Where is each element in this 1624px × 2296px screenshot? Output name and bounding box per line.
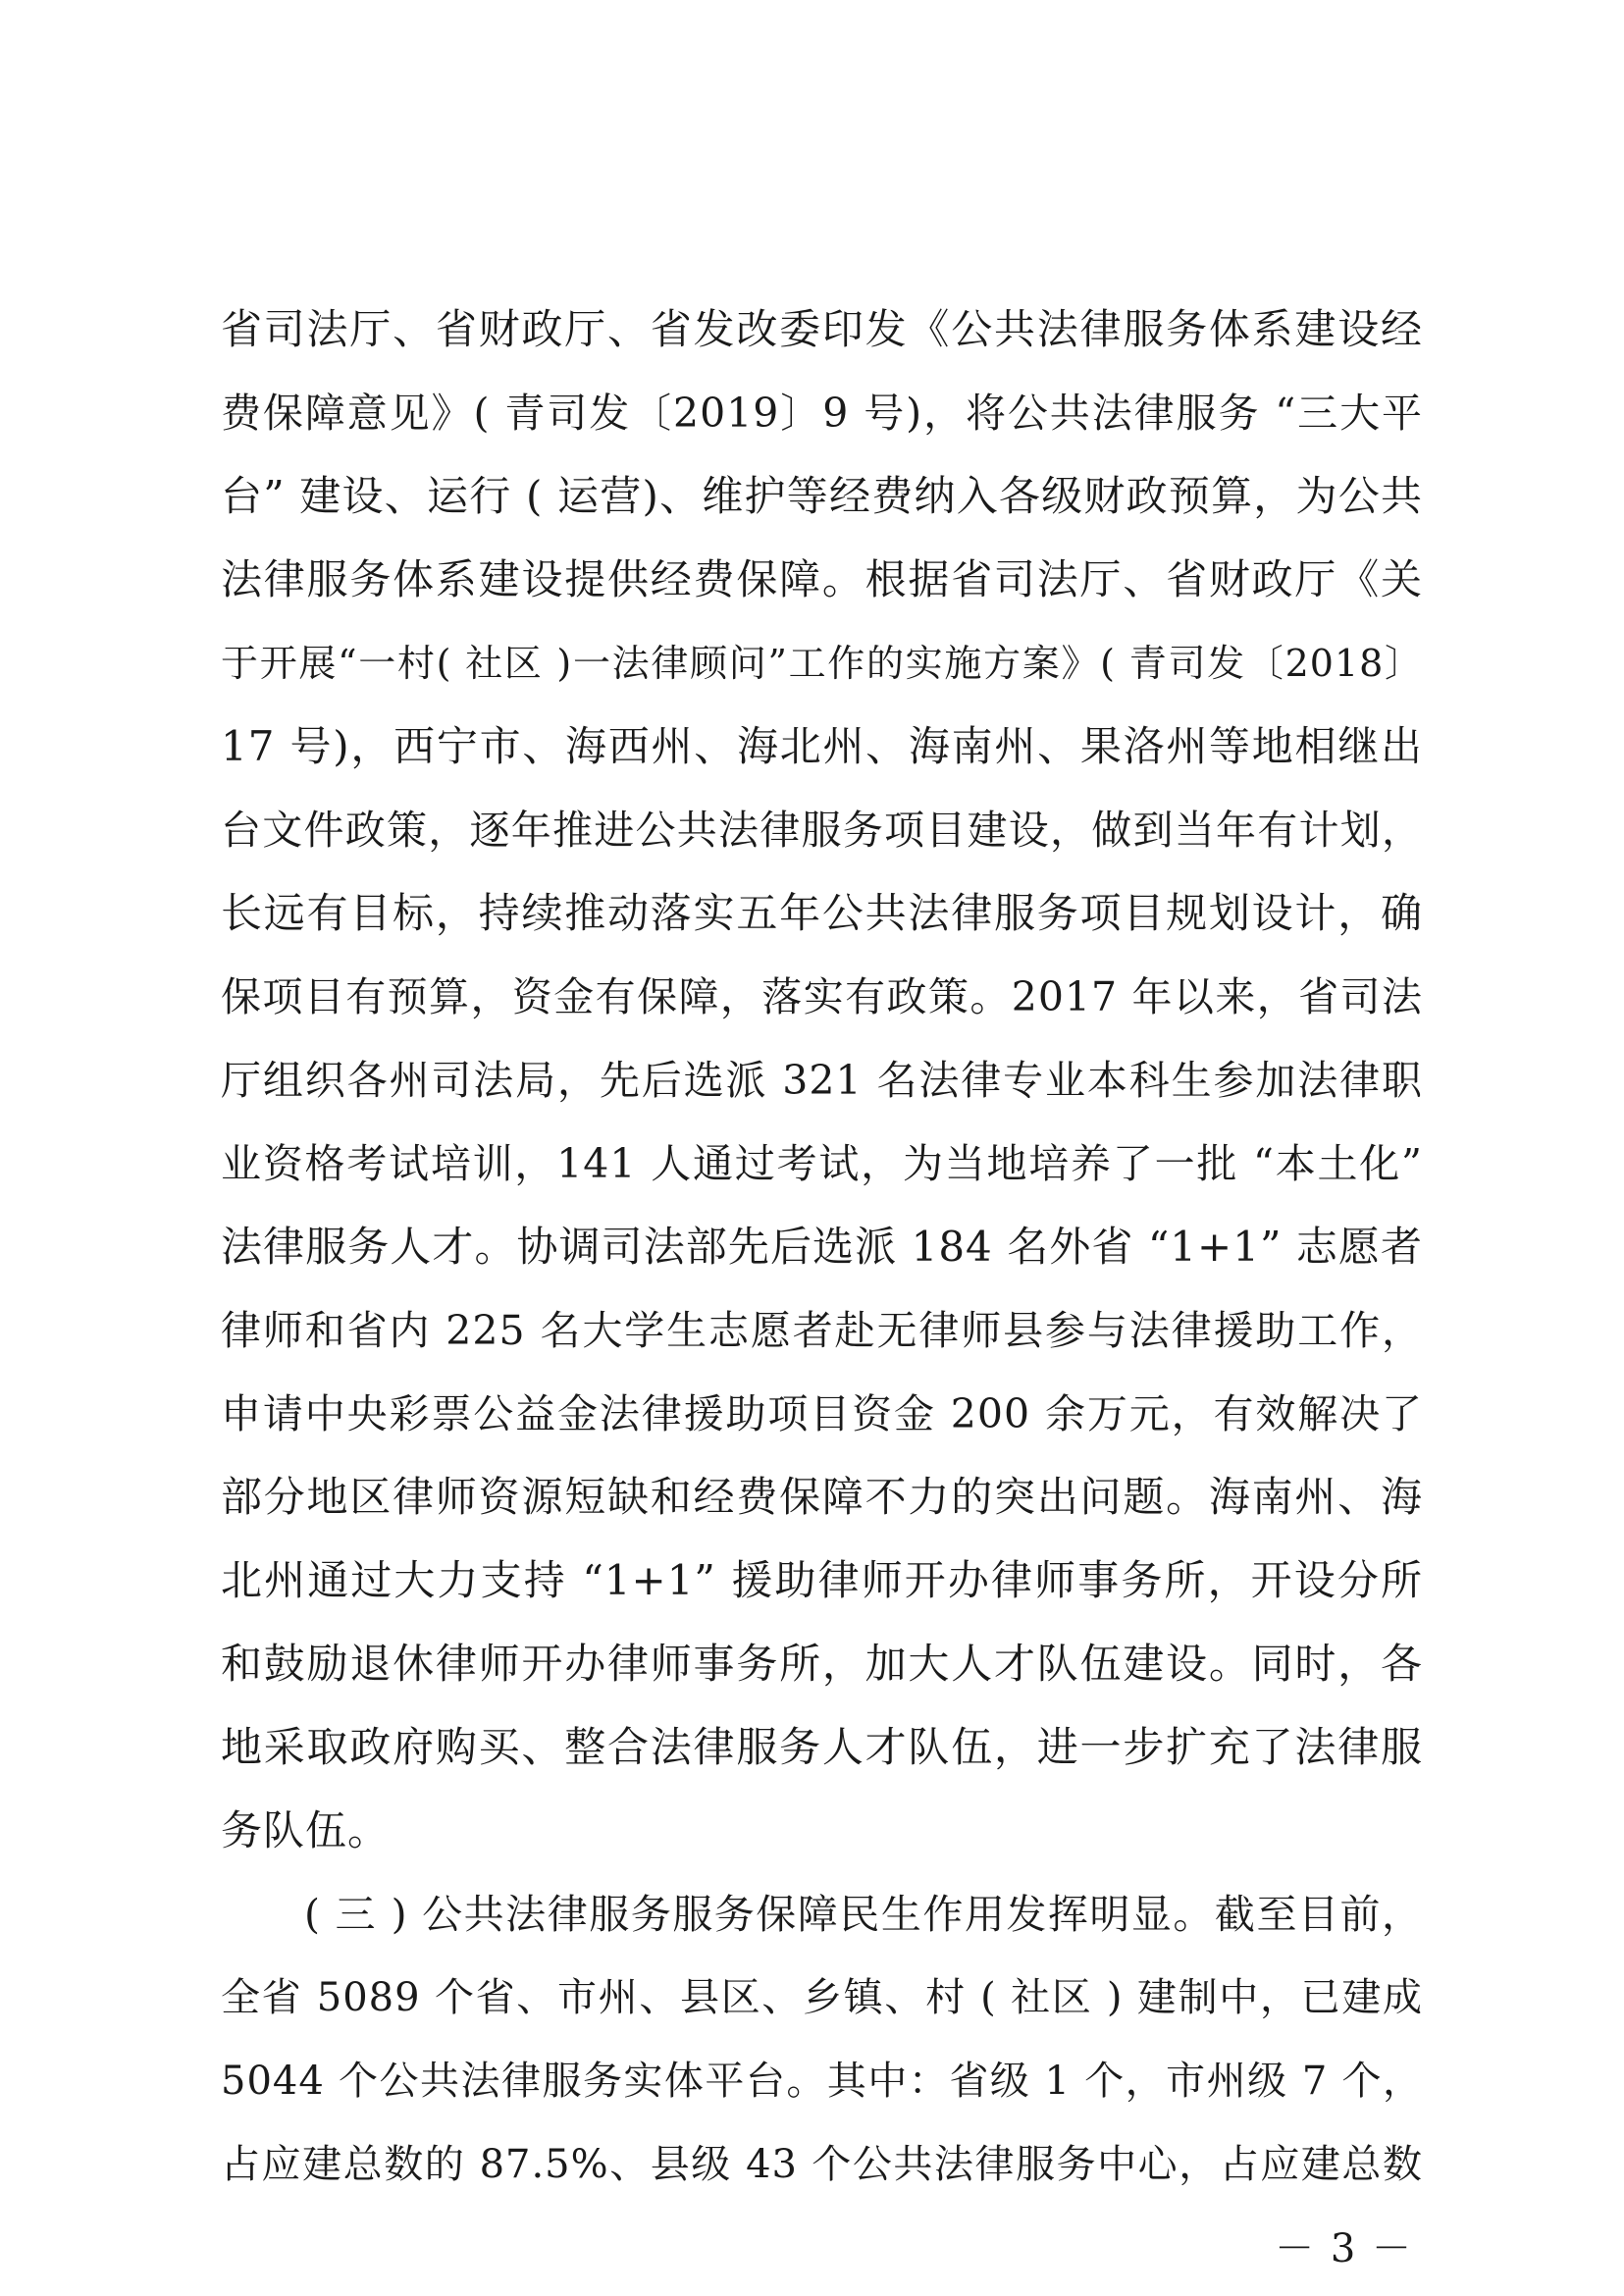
text-line-22: 5044 个公共法律服务实体平台。其中：省级 1 个，市州级 7 个，	[221, 2059, 1423, 2104]
text-line-5: 于开展“一村( 社区 )一法律顾问”工作的实施方案》( 青司发〔2018〕	[221, 642, 1423, 685]
text-line-11: 业资格考试培训，141 人通过考试，为当地培养了一批 “本土化”	[221, 1140, 1423, 1187]
text-line-6: 17 号)，西宁市、海西州、海北州、海南州、果洛州等地相继出	[221, 722, 1423, 770]
text-line-23: 占应建总数的 87.5%、县级 43 个公共法律服务中心，占应建总数	[221, 2142, 1423, 2187]
text-line-2: 费保障意见》( 青司发〔2019〕9 号)，将公共法律服务 “三大平	[221, 390, 1423, 437]
text-line-1: 省司法厅、省财政厅、省发改委印发《公共法律服务体系建设经	[221, 305, 1423, 353]
text-line-15: 部分地区律师资源短缺和经费保障不力的突出问题。海南州、海	[221, 1473, 1423, 1521]
text-line-12: 法律服务人才。协调司法部先后选派 184 名外省 “1+1” 志愿者	[221, 1223, 1423, 1271]
text-line-7: 台文件政策，逐年推进公共法律服务项目建设，做到当年有计划，	[221, 807, 1423, 854]
text-line-18: 地采取政府购买、整合法律服务人才队伍，进一步扩充了法律服	[221, 1723, 1423, 1771]
text-line-21: 全省 5089 个省、市州、县区、乡镇、村 ( 社区 ) 建制中，已建成	[221, 1975, 1423, 2020]
text-line-16: 北州通过大力支持 “1+1” 援助律师开办律师事务所，开设分所	[221, 1556, 1423, 1604]
text-line-9: 保项目有预算，资金有保障，落实有政策。2017 年以来，省司法	[221, 973, 1423, 1020]
text-line-13: 律师和省内 225 名大学生志愿者赴无律师县参与法律援助工作，	[221, 1307, 1423, 1354]
text-line-10: 厅组织各州司法局，先后选派 321 名法律专业本科生参加法律职	[221, 1057, 1423, 1104]
text-line-8: 长远有目标，持续推动落实五年公共法律服务项目规划设计，确	[221, 889, 1423, 937]
text-line-19: 务队伍。	[221, 1806, 391, 1854]
text-line-3: 台” 建设、运行 ( 运营)、维护等经费纳入各级财政预算，为公共	[221, 472, 1423, 520]
section-heading-line: ( 三 ) 公共法律服务服务保障民生作用发挥明显。截至目前，	[304, 1891, 1423, 1938]
text-line-4: 法律服务体系建设提供经费保障。根据省司法厅、省财政厅《关	[221, 555, 1423, 603]
text-line-17: 和鼓励退休律师开办律师事务所，加大人才队伍建设。同时，各	[221, 1640, 1423, 1688]
text-line-14: 申请中央彩票公益金法律援助项目资金 200 余万元，有效解决了	[221, 1390, 1423, 1437]
page-number: － 3 －	[1275, 2226, 1413, 2271]
